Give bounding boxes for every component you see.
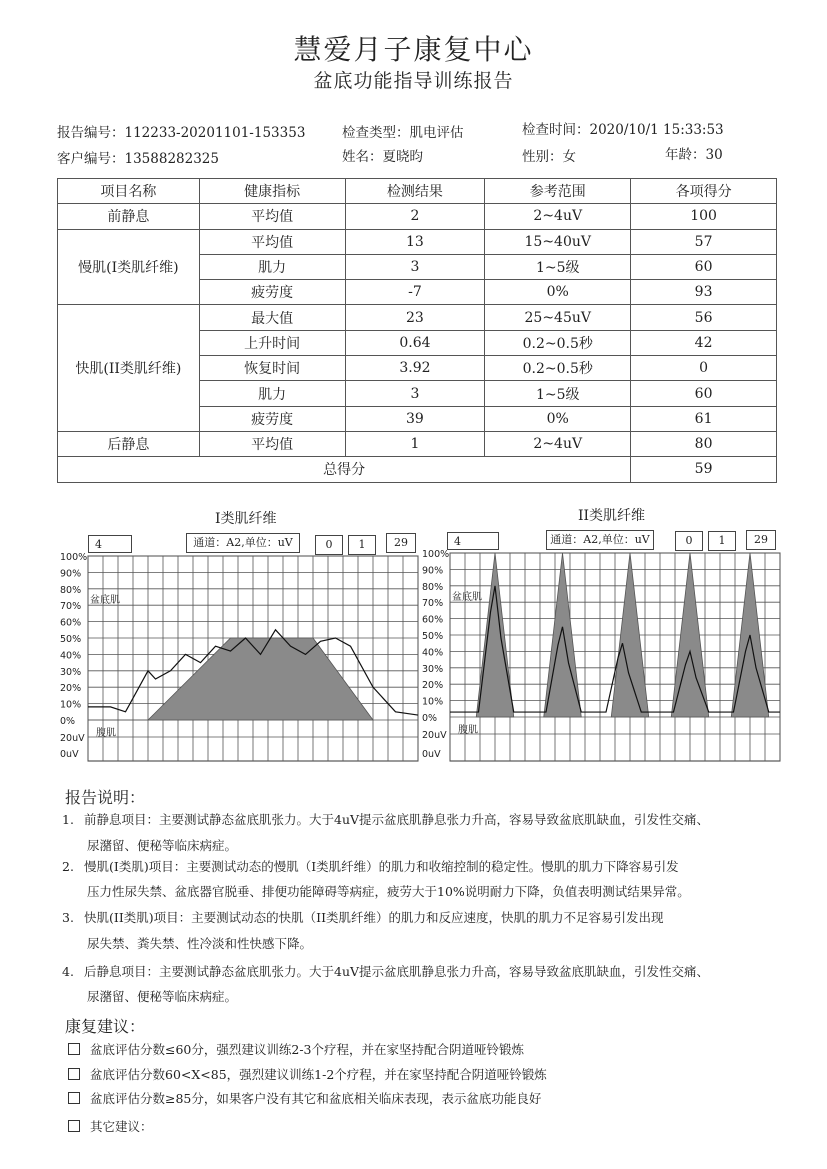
customer-number: 客户编号：13588282325 — [57, 151, 219, 167]
score-cell: 100 — [631, 204, 777, 229]
patient-age: 年龄：30 — [665, 147, 723, 163]
note-2 — [62, 857, 679, 875]
y-tick-label: 90% — [60, 568, 82, 580]
reference-cell: 0% — [485, 280, 631, 305]
group-post-rest: 后静息 — [58, 431, 200, 456]
y-tick-label: 60% — [60, 617, 82, 629]
indicator-cell: 肌力 — [199, 254, 345, 279]
chart-left-box-1: 1 — [348, 535, 376, 555]
y-tick-label: 0% — [60, 716, 76, 727]
suggestion-checkbox[interactable] — [68, 1120, 80, 1132]
y-tick-label: 0% — [422, 713, 438, 724]
chart-right-box-1: 1 — [708, 531, 736, 551]
total-row — [58, 457, 777, 482]
suggestion-1 — [68, 1040, 524, 1058]
total-label: 总得分 — [58, 457, 631, 482]
reference-cell: 1~5级 — [485, 381, 631, 406]
indicator-cell: 疲劳度 — [199, 280, 345, 305]
table-header-row — [58, 179, 777, 204]
header-cell: 项目名称 — [58, 179, 200, 204]
suggestion-text: 盆底评估分数60<X<85，强烈建议训练1-2个疗程，并在家坚持配合阴道哑铃锻炼 — [90, 1067, 547, 1082]
y-tick-label: 40% — [60, 650, 82, 662]
result-cell: 23 — [345, 305, 485, 330]
header-cell: 健康指标 — [199, 179, 345, 204]
suggestion-2 — [68, 1065, 547, 1083]
note-text: 快肌(II类肌)项目：主要测试动态的快肌（II类肌纤维）的肌力和反应速度，快肌的肌力不足容易引发出现 — [84, 910, 664, 925]
reference-cell: 0% — [485, 406, 631, 431]
table-row — [58, 204, 777, 229]
note-text: 前静息项目：主要测试静态盆底肌张力。大于4uV提示盆底肌静息张力升高，容易导致盆底肌缺血，引发性交痛、 — [84, 812, 710, 827]
indicator-cell: 肌力 — [199, 381, 345, 406]
indicator-cell: 疲劳度 — [199, 406, 345, 431]
uv-label: 20uV — [422, 730, 447, 741]
note-2-cont: 压力性尿失禁、盆底器官脱垂、排便功能障碍等病症，疲劳大于10%说明耐力下降，负值表明测试结果异常。 — [87, 884, 690, 899]
header-cell: 参考范围 — [485, 179, 631, 204]
y-tick-label: 90% — [422, 565, 444, 577]
chart-right-box-0: 0 — [675, 531, 703, 551]
y-tick-label: 100% — [60, 552, 88, 563]
chart-right-box-29: 29 — [746, 530, 776, 550]
y-tick-label: 30% — [422, 663, 444, 675]
indicator-cell: 恢复时间 — [199, 356, 345, 381]
note-4 — [62, 962, 709, 980]
y-tick-label: 50% — [60, 634, 82, 645]
note-1-cont: 尿潴留、便秘等临床病症。 — [87, 838, 238, 853]
suggestion-checkbox[interactable] — [68, 1068, 80, 1080]
chart-right-title: II类肌纤维 — [578, 508, 646, 524]
abdominal-muscle-label: 腹肌 — [458, 725, 478, 736]
chart-left-box-29: 29 — [386, 533, 416, 553]
reference-cell: 0.2~0.5秒 — [485, 356, 631, 381]
total-score: 59 — [631, 457, 777, 482]
suggestions-title: 康复建议： — [65, 1017, 146, 1036]
score-cell: 61 — [631, 406, 777, 431]
score-cell: 42 — [631, 330, 777, 355]
note-number: 4. — [62, 964, 74, 979]
result-cell: 1 — [345, 431, 485, 456]
table-row — [58, 431, 777, 456]
result-cell: 3 — [345, 381, 485, 406]
note-3-cont: 尿失禁、粪失禁、性冷淡和性快感下降。 — [87, 936, 313, 951]
reference-cell: 15~40uV — [485, 229, 631, 254]
y-tick-label: 10% — [422, 696, 444, 708]
score-cell: 93 — [631, 280, 777, 305]
note-number: 1. — [62, 812, 74, 827]
result-cell: 0.64 — [345, 330, 485, 355]
chart-left-box-0: 0 — [315, 535, 343, 555]
chart-right-channel-box: 通道：A2,单位：uV — [546, 530, 654, 550]
header-cell: 各项得分 — [631, 179, 777, 204]
uv-label: 0uV — [60, 749, 79, 760]
suggestion-text: 其它建议： — [90, 1119, 153, 1134]
chart-right-scale-box: 4 — [447, 532, 499, 550]
score-cell: 56 — [631, 305, 777, 330]
indicator-cell: 平均值 — [199, 204, 345, 229]
note-number: 3. — [62, 910, 74, 925]
table-row — [58, 305, 777, 330]
header-cell: 检测结果 — [345, 179, 485, 204]
reference-cell: 2~4uV — [485, 431, 631, 456]
patient-name: 姓名：夏晓昀 — [342, 149, 423, 165]
suggestion-4 — [68, 1117, 153, 1135]
y-tick-label: 70% — [422, 598, 444, 610]
chart-right — [420, 545, 782, 763]
y-tick-label: 30% — [60, 666, 82, 678]
score-cell: 80 — [631, 431, 777, 456]
report-number: 报告编号：112233-20201101-153353 — [57, 125, 306, 141]
y-tick-label: 100% — [422, 549, 450, 560]
reference-cell: 25~45uV — [485, 305, 631, 330]
y-tick-label: 80% — [422, 581, 444, 593]
score-cell: 60 — [631, 381, 777, 406]
result-cell: 39 — [345, 406, 485, 431]
result-cell: -7 — [345, 280, 485, 305]
y-tick-label: 10% — [60, 699, 82, 711]
y-tick-label: 50% — [422, 631, 444, 642]
result-cell: 2 — [345, 204, 485, 229]
y-tick-label: 60% — [422, 614, 444, 626]
suggestion-checkbox[interactable] — [68, 1043, 80, 1055]
pelvic-muscle-label: 盆底肌 — [90, 595, 120, 607]
y-tick-label: 40% — [422, 647, 444, 659]
indicator-cell: 平均值 — [199, 431, 345, 456]
exam-type: 检查类型：肌电评估 — [342, 125, 464, 141]
group-fast-muscle: 快肌(II类肌纤维) — [58, 305, 200, 431]
suggestion-checkbox[interactable] — [68, 1092, 80, 1104]
reference-cell: 2~4uV — [485, 204, 631, 229]
table-row — [58, 229, 777, 254]
group-pre-rest: 前静息 — [58, 204, 200, 229]
note-4-cont: 尿潴留、便秘等临床病症。 — [87, 989, 238, 1004]
abdominal-muscle-label: 腹肌 — [96, 728, 116, 739]
pelvic-muscle-label: 盆底肌 — [452, 592, 482, 604]
chart-left — [58, 548, 420, 763]
uv-label: 20uV — [60, 733, 85, 744]
score-cell: 57 — [631, 229, 777, 254]
uv-label: 0uV — [422, 749, 441, 760]
y-tick-label: 80% — [60, 584, 82, 596]
group-slow-muscle: 慢肌(I类肌纤维) — [58, 229, 200, 305]
reference-cell: 1~5级 — [485, 254, 631, 279]
center-title: 慧爱月子康复中心 — [293, 33, 534, 66]
chart-left-channel-box: 通道：A2,单位：uV — [186, 533, 300, 553]
notes-title: 报告说明： — [65, 788, 146, 807]
note-text: 后静息项目：主要测试静态盆底肌张力。大于4uV提示盆底肌静息张力升高，容易导致盆底肌缺血，引发性交痛、 — [84, 964, 710, 979]
results-table — [57, 178, 777, 483]
note-1 — [62, 810, 709, 828]
result-cell: 13 — [345, 229, 485, 254]
score-cell: 0 — [631, 356, 777, 381]
suggestion-text: 盆底评估分数≥85分，如果客户没有其它和盆底相关临床表现，表示盆底功能良好 — [90, 1091, 542, 1106]
report-subtitle: 盆底功能指导训练报告 — [313, 70, 514, 92]
y-tick-label: 20% — [60, 683, 82, 695]
indicator-cell: 最大值 — [199, 305, 345, 330]
exam-time: 检查时间：2020/10/1 15:33:53 — [522, 122, 724, 138]
indicator-cell: 平均值 — [199, 229, 345, 254]
note-3 — [62, 908, 664, 926]
suggestion-text: 盆底评估分数≤60分，强烈建议训练2-3个疗程，并在家坚持配合阴道哑铃锻炼 — [90, 1042, 525, 1057]
y-tick-label: 70% — [60, 601, 82, 613]
patient-gender: 性别：女 — [522, 149, 576, 165]
indicator-cell: 上升时间 — [199, 330, 345, 355]
note-number: 2. — [62, 859, 74, 874]
result-cell: 3.92 — [345, 356, 485, 381]
note-text: 慢肌(I类肌)项目：主要测试动态的慢肌（I类肌纤维）的肌力和收缩控制的稳定性。慢肌的肌力下降容易引发 — [84, 859, 679, 874]
chart-left-title: I类肌纤维 — [215, 511, 277, 527]
reference-cell: 0.2~0.5秒 — [485, 330, 631, 355]
suggestion-3 — [68, 1089, 541, 1107]
score-cell: 60 — [631, 254, 777, 279]
chart-left-scale-box: 4 — [88, 535, 132, 553]
y-tick-label: 20% — [422, 680, 444, 692]
result-cell: 3 — [345, 254, 485, 279]
